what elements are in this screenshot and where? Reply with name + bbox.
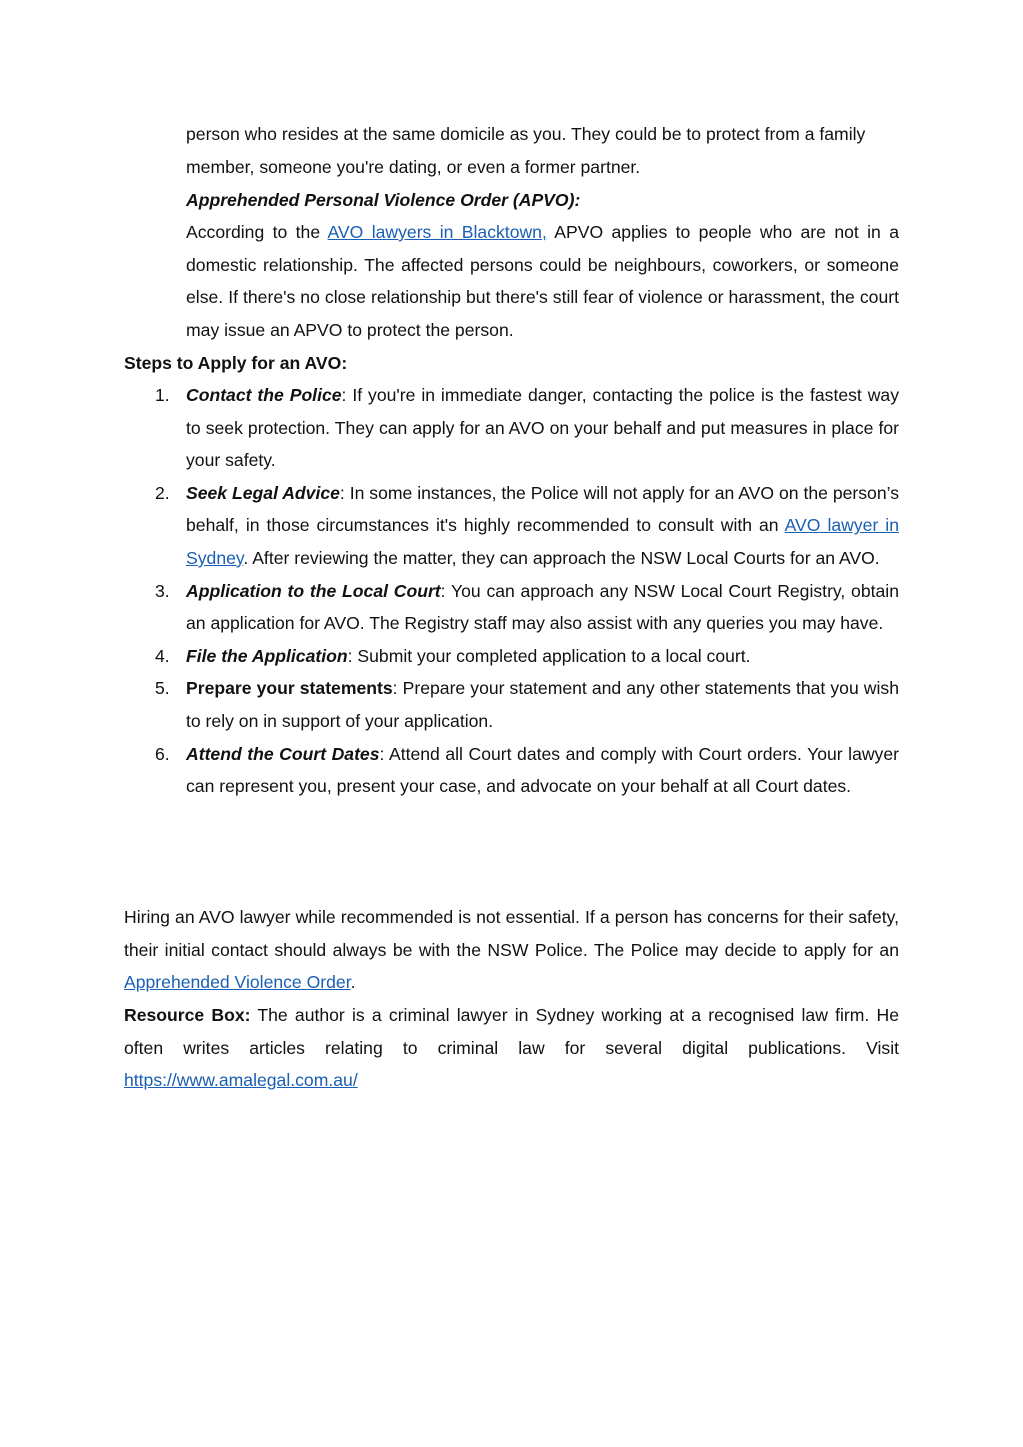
list-item bbox=[124, 379, 899, 477]
list-item bbox=[124, 738, 899, 803]
intro-text: person who resides at the same domicile as you. They could be to protect from a family member, someone you're dating, or even a former partner. bbox=[186, 124, 866, 177]
step-number: 4. bbox=[155, 645, 170, 666]
step-text: : Attend all Court dates and comply with Court orders. Your lawyer can represent you, present your case, and advocate on your behalf at all Court dates. bbox=[186, 743, 899, 797]
steps-list bbox=[124, 379, 899, 803]
apvo-paragraph bbox=[186, 216, 899, 346]
avo-lawyers-blacktown-link[interactable]: AVO lawyers in Blacktown, bbox=[327, 222, 547, 242]
step-text-pre: : In some instances, the Police will not apply for an AVO on the person’s behalf, in those circumstances it's highly recommended to consult with an bbox=[186, 482, 900, 536]
list-item bbox=[124, 477, 899, 575]
step-number: 5. bbox=[155, 678, 170, 699]
step-number: 1. bbox=[155, 385, 170, 405]
hiring-text-pre: Hiring an AVO lawyer while recommended is not essential. If a person has concerns for their safety, their initial contact should always be with the NSW Police. The Police may decide to apply for an bbox=[124, 907, 899, 960]
intro-paragraph bbox=[186, 118, 899, 183]
resource-box-label: Resource Box: bbox=[124, 1005, 251, 1025]
step-text: : Submit your completed application to a local court. bbox=[347, 645, 751, 666]
step-number: 6. bbox=[155, 743, 170, 764]
list-item bbox=[124, 575, 899, 640]
step-title: Contact the Police bbox=[186, 385, 342, 405]
step-text: : Prepare your statement and any other statements that you wish to rely on in support of your application. bbox=[186, 678, 899, 731]
step-number: 2. bbox=[155, 482, 170, 503]
list-item bbox=[124, 640, 899, 673]
resource-box-paragraph bbox=[124, 999, 899, 1097]
amalegal-website-link[interactable]: https://www.amalegal.com.au/ bbox=[124, 1070, 358, 1091]
step-title: Prepare your statements bbox=[186, 678, 393, 699]
apvo-text-post: APVO applies to people who are not in a domestic relationship. The affected persons could be neighbours, coworkers, or someone else. If there's no close relationship but there's still fear of violence or harassment, the court may issue an APVO to protect the person. bbox=[186, 222, 899, 340]
apvo-heading: Apprehended Personal Violence Order (APVO): bbox=[186, 190, 581, 210]
step-title: Application to the Local Court bbox=[186, 580, 441, 601]
hiring-paragraph bbox=[124, 901, 899, 999]
apvo-text-pre: According to the bbox=[186, 222, 328, 242]
hiring-text-post: . bbox=[350, 972, 356, 993]
step-title: Seek Legal Advice bbox=[186, 482, 340, 503]
step-text: : You can approach any NSW Local Court Registry, obtain an application for AVO. The Registry staff may also assist with any queries you may have. bbox=[186, 580, 899, 634]
avo-lawyer-sydney-link[interactable]: AVO lawyer in Sydney bbox=[186, 515, 899, 568]
step-text-post: . After reviewing the matter, they can approach the NSW Local Courts for an AVO. bbox=[243, 547, 880, 568]
resource-box-text: The author is a criminal lawyer in Sydney working at a recognised law firm. He often writes articles relating to criminal law for several digital publications. Visit bbox=[124, 1005, 900, 1058]
step-title: Attend the Court Dates bbox=[186, 743, 380, 764]
list-item bbox=[124, 672, 899, 737]
step-number: 3. bbox=[155, 580, 170, 601]
step-title: File the Application bbox=[186, 645, 348, 666]
apprehended-violence-order-link[interactable]: Apprehended Violence Order bbox=[124, 972, 351, 993]
steps-heading: Steps to Apply for an AVO: bbox=[124, 353, 348, 373]
step-text: : If you're in immediate danger, contacting the police is the fastest way to seek protection. They can apply for an AVO on your behalf and put measures in place for your safety. bbox=[186, 385, 900, 471]
